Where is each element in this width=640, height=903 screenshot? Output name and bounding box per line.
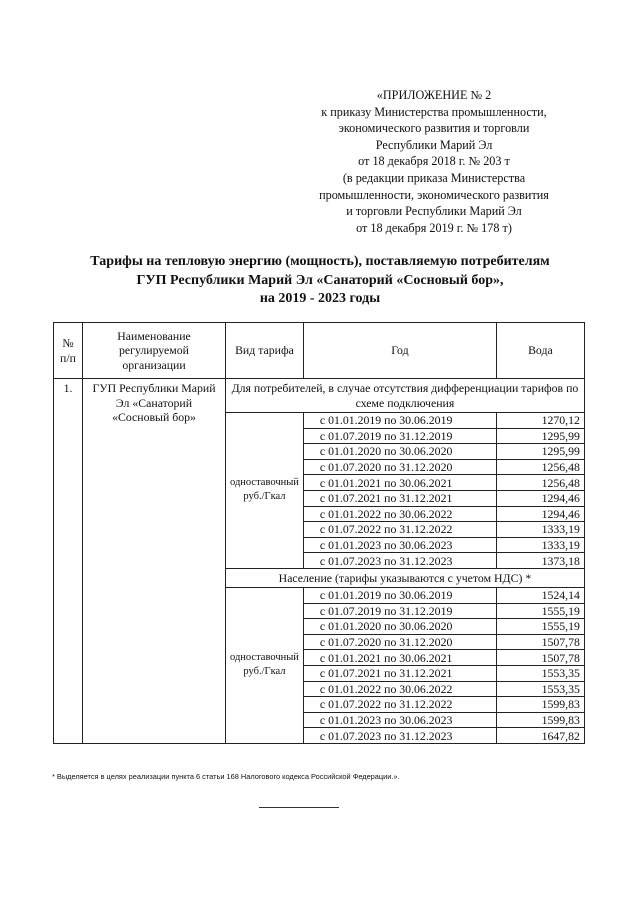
row-number: 1. — [54, 379, 83, 744]
appendix-line: промышленности, экономического развития — [319, 187, 549, 202]
period-cell: с 01.07.2022 по 31.12.2022 — [303, 697, 496, 713]
tariff-value: 1553,35 — [496, 665, 584, 681]
period-cell: с 01.01.2022 по 30.06.2022 — [303, 681, 496, 697]
tariff-value: 1555,19 — [496, 619, 584, 635]
period-cell: с 01.07.2020 по 31.12.2020 — [303, 634, 496, 650]
title-line: Тарифы на тепловую энергию (мощность), поставляемую потребителям — [90, 254, 550, 269]
tariff-value: 1555,19 — [496, 603, 584, 619]
tariff-value: 1270,12 — [496, 413, 584, 429]
header-year: Год — [303, 323, 496, 379]
period-cell: с 01.01.2020 по 30.06.2020 — [303, 444, 496, 460]
appendix-line: к приказу Министерства промышленности, — [321, 104, 547, 119]
tariff-value: 1647,82 — [496, 728, 584, 744]
section-heading: Для потребителей, в случае отсутствия дифференциации тарифов по схеме подключения — [226, 379, 585, 413]
period-cell: с 01.01.2019 по 30.06.2019 — [303, 413, 496, 429]
tariff-value: 1294,46 — [496, 490, 584, 506]
period-cell: с 01.01.2021 по 30.06.2021 — [303, 650, 496, 666]
appendix-line: «ПРИЛОЖЕНИЕ № 2 — [376, 88, 492, 102]
tariff-value: 1256,48 — [496, 475, 584, 491]
tariff-value: 1294,46 — [496, 506, 584, 522]
tariff-value: 1373,18 — [496, 553, 584, 569]
period-cell: с 01.07.2023 по 31.12.2023 — [303, 553, 496, 569]
period-cell: с 01.07.2020 по 31.12.2020 — [303, 459, 496, 475]
tariff-value: 1524,14 — [496, 587, 584, 603]
footnote: * Выделяется в целях реализации пункта 6 статьи 168 Налогового кодекса Российской Федерации.». — [52, 772, 400, 781]
period-cell: с 01.01.2019 по 30.06.2019 — [303, 587, 496, 603]
appendix-line: Республики Марий Эл — [375, 137, 493, 152]
period-cell: с 01.01.2021 по 30.06.2021 — [303, 475, 496, 491]
header-num: № п/п — [54, 323, 83, 379]
header-organization: Наименование регулируемой организации — [83, 323, 226, 379]
tariff-value: 1553,35 — [496, 681, 584, 697]
tariff-table — [53, 322, 585, 744]
section-heading-row — [54, 379, 585, 413]
footer-divider — [259, 807, 339, 808]
period-cell: с 01.01.2020 по 30.06.2020 — [303, 619, 496, 635]
tariff-type: одноставочный руб./Гкал — [226, 413, 304, 569]
title-line: на 2019 - 2023 годы — [259, 291, 381, 306]
header-water: Вода — [496, 323, 584, 379]
tariff-value: 1333,19 — [496, 537, 584, 553]
period-cell: с 01.07.2023 по 31.12.2023 — [303, 728, 496, 744]
organization-name: ГУП Республики Марий Эл «Санаторий «Сосновый бор» — [83, 379, 226, 744]
tariff-value: 1599,83 — [496, 697, 584, 713]
appendix-line: и торговли Республики Марий Эл — [346, 204, 522, 219]
tariff-value: 1333,19 — [496, 522, 584, 538]
appendix-line: экономического развития и торговли — [338, 121, 530, 136]
period-cell: с 01.07.2022 по 31.12.2022 — [303, 522, 496, 538]
period-cell: с 01.07.2019 по 31.12.2019 — [303, 603, 496, 619]
period-cell: с 01.01.2023 по 30.06.2023 — [303, 537, 496, 553]
period-cell: с 01.07.2021 по 31.12.2021 — [303, 665, 496, 681]
appendix-line: от 18 декабря 2018 г. № 203 т — [358, 154, 510, 169]
appendix-header — [300, 87, 568, 236]
tariff-value: 1295,99 — [496, 428, 584, 444]
tariff-value: 1256,48 — [496, 459, 584, 475]
table-header-row — [54, 323, 585, 379]
header-tariff-type: Вид тарифа — [226, 323, 304, 379]
period-cell: с 01.01.2022 по 30.06.2022 — [303, 506, 496, 522]
document-title — [40, 253, 600, 309]
period-cell: с 01.07.2021 по 31.12.2021 — [303, 490, 496, 506]
tariff-value: 1507,78 — [496, 650, 584, 666]
appendix-line: (в редакции приказа Министерства — [342, 170, 526, 185]
period-cell: с 01.07.2019 по 31.12.2019 — [303, 428, 496, 444]
appendix-line: от 18 декабря 2019 г. № 178 т) — [356, 220, 512, 235]
tariff-value: 1295,99 — [496, 444, 584, 460]
tariff-type: одноставочный руб./Гкал — [226, 587, 304, 743]
title-line: ГУП Республики Марий Эл «Санаторий «Сосновый бор», — [136, 272, 504, 288]
period-cell: с 01.01.2023 по 30.06.2023 — [303, 712, 496, 728]
tariff-value: 1507,78 — [496, 634, 584, 650]
tariff-value: 1599,83 — [496, 712, 584, 728]
section-heading: Население (тарифы указываются с учетом НДС) * — [226, 568, 585, 587]
